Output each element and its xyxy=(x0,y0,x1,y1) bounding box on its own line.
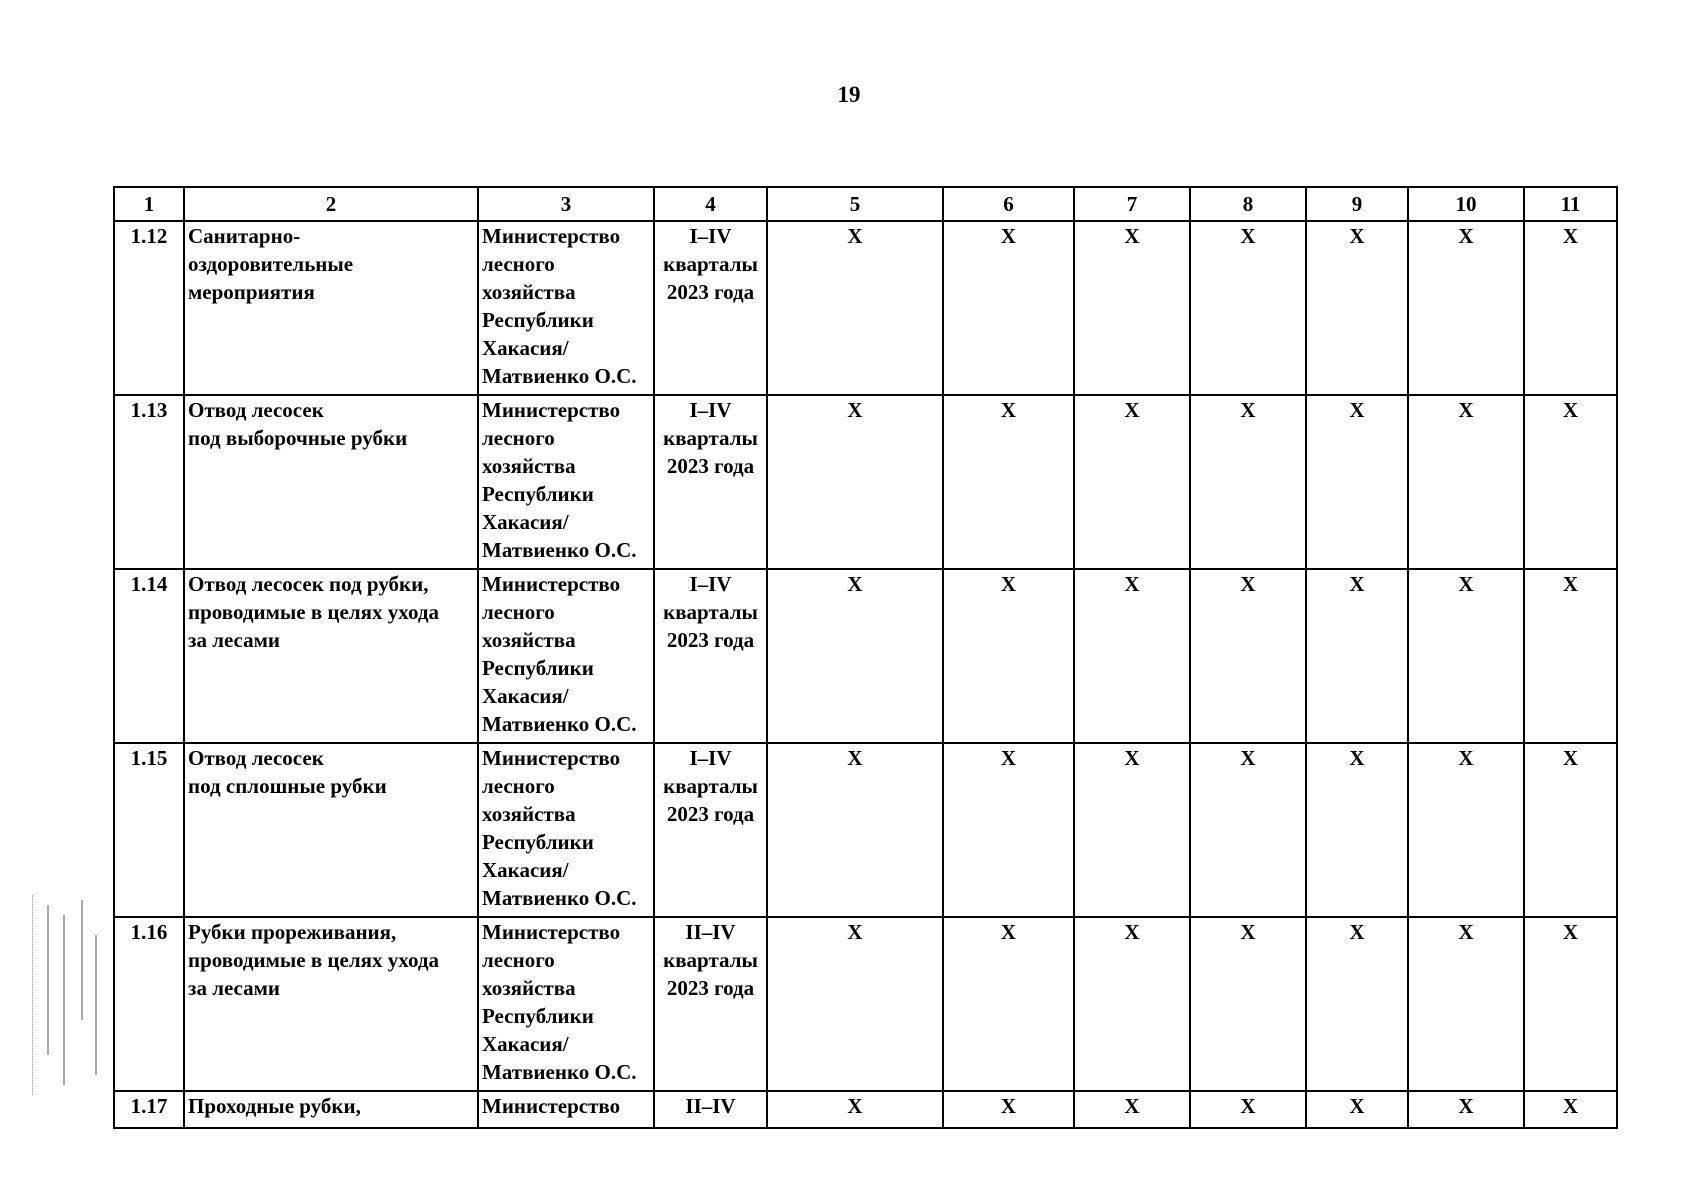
header-cell: 3 xyxy=(478,187,654,221)
mark-cell-line: X xyxy=(847,920,863,944)
executor xyxy=(478,1091,654,1128)
executor-line: Хакасия/ xyxy=(482,1032,569,1056)
header-cell: 7 xyxy=(1074,187,1190,221)
executor-line: Республики xyxy=(482,308,594,332)
mark-cell xyxy=(1306,1091,1408,1128)
activity-name-line: под сплошные рубки xyxy=(188,774,387,798)
mark-cell-line: X xyxy=(1562,224,1579,248)
activity-name-line: Отвод лесосек xyxy=(188,746,324,770)
row-number xyxy=(114,221,184,395)
executor xyxy=(478,569,654,743)
mark-cell xyxy=(1408,1091,1524,1128)
mark-cell xyxy=(943,569,1074,743)
table-row xyxy=(114,221,1617,395)
mark-cell-line: X xyxy=(1349,224,1365,248)
activity-name-line: мероприятия xyxy=(188,280,315,304)
mark-cell-line: X xyxy=(1240,224,1256,248)
row-number xyxy=(114,569,184,743)
mark-cell xyxy=(1190,221,1306,395)
mark-cell xyxy=(1306,917,1408,1091)
mark-cell-line: X xyxy=(847,224,863,248)
activity-name-line: за лесами xyxy=(188,628,281,652)
period-line: I–IV xyxy=(689,398,732,422)
page-number: 19 xyxy=(837,82,861,107)
mark-cell xyxy=(1408,569,1524,743)
mark-cell-line: X xyxy=(1124,920,1140,944)
row-number xyxy=(114,1091,184,1128)
row-number xyxy=(114,395,184,569)
mark-cell xyxy=(767,569,943,743)
mark-cell-line: X xyxy=(1240,398,1256,422)
mark-cell-line: X xyxy=(847,1094,863,1118)
period xyxy=(654,743,767,917)
mark-cell xyxy=(1190,1091,1306,1128)
executor-line: хозяйства xyxy=(482,628,576,652)
mark-cell-line: X xyxy=(1458,1094,1474,1118)
mark-cell-line: X xyxy=(1458,572,1474,596)
period-line: II–IV xyxy=(685,920,736,944)
mark-cell-line: X xyxy=(1349,398,1365,422)
activity-name-line: проводимые в целях ухода xyxy=(188,600,439,624)
executor-line: Матвиенко О.С. xyxy=(482,538,637,562)
header-cell: 9 xyxy=(1306,187,1408,221)
mark-cell-line: X xyxy=(1000,1094,1017,1118)
activity-name xyxy=(184,1091,478,1128)
period-line: I–IV xyxy=(689,572,732,596)
row-number-line: 1.12 xyxy=(130,224,168,248)
mark-cell xyxy=(1074,221,1190,395)
period xyxy=(654,221,767,395)
header-cell: 2 xyxy=(184,187,478,221)
period-line: кварталы xyxy=(663,948,758,972)
mark-cell xyxy=(767,917,943,1091)
mark-cell xyxy=(1524,917,1617,1091)
executor xyxy=(478,743,654,917)
executor-line: Матвиенко О.С. xyxy=(482,886,637,910)
mark-cell-line: X xyxy=(1562,398,1579,422)
mark-cell xyxy=(1190,917,1306,1091)
mark-cell-line: X xyxy=(1000,920,1017,944)
mark-cell xyxy=(1190,569,1306,743)
executor-line: Министерство xyxy=(482,746,621,770)
executor-line: хозяйства xyxy=(482,280,576,304)
header-cell: 6 xyxy=(943,187,1074,221)
period-line: I–IV xyxy=(689,224,732,248)
mark-cell xyxy=(1074,1091,1190,1128)
mark-cell-line: X xyxy=(1124,746,1140,770)
table-body xyxy=(114,221,1617,1128)
row-number-line: 1.15 xyxy=(130,746,168,770)
period xyxy=(654,917,767,1091)
mark-cell xyxy=(1306,395,1408,569)
mark-cell xyxy=(1524,1091,1617,1128)
mark-cell-line: X xyxy=(1000,746,1017,770)
period-line: кварталы xyxy=(663,252,758,276)
header-cell: 5 xyxy=(767,187,943,221)
period-line: кварталы xyxy=(663,426,758,450)
header-cell: 1 xyxy=(114,187,184,221)
executor-line: Министерство xyxy=(482,398,621,422)
mark-cell-line: X xyxy=(1240,1094,1256,1118)
period-line: 2023 года xyxy=(666,628,755,652)
mark-cell xyxy=(943,1091,1074,1128)
mark-cell xyxy=(1524,395,1617,569)
header-cell: 4 xyxy=(654,187,767,221)
mark-cell xyxy=(1524,569,1617,743)
mark-cell xyxy=(767,743,943,917)
executor-line: Министерство xyxy=(482,572,621,596)
mark-cell-line: X xyxy=(847,572,863,596)
header-cell: 10 xyxy=(1408,187,1524,221)
executor-line: Матвиенко О.С. xyxy=(482,712,637,736)
period xyxy=(654,569,767,743)
mark-cell-line: X xyxy=(1562,572,1579,596)
period-line: II–IV xyxy=(685,1094,736,1118)
executor-line: лесного xyxy=(482,948,555,972)
period-line: кварталы xyxy=(663,774,758,798)
mark-cell-line: X xyxy=(1240,920,1256,944)
executor-line: Республики xyxy=(482,482,594,506)
row-number-line: 1.16 xyxy=(130,920,168,944)
mark-cell-line: X xyxy=(1458,224,1474,248)
mark-cell xyxy=(1408,743,1524,917)
row-number xyxy=(114,917,184,1091)
executor-line: Республики xyxy=(482,830,594,854)
activity-name-line: Проходные рубки, xyxy=(188,1094,361,1118)
mark-cell-line: X xyxy=(1349,920,1365,944)
period-line: 2023 года xyxy=(666,802,755,826)
executor xyxy=(478,395,654,569)
period-line: 2023 года xyxy=(666,280,755,304)
executor-line: хозяйства xyxy=(482,976,576,1000)
mark-cell xyxy=(1074,917,1190,1091)
period-line: кварталы xyxy=(663,600,758,624)
mark-cell-line: X xyxy=(1124,572,1140,596)
header-row xyxy=(114,187,1617,221)
executor-line: Хакасия/ xyxy=(482,684,569,708)
mark-cell-line: X xyxy=(1000,224,1017,248)
mark-cell-line: X xyxy=(1562,746,1579,770)
mark-cell-line: X xyxy=(847,398,863,422)
mark-cell-line: X xyxy=(1458,398,1474,422)
header-cell: 11 xyxy=(1524,187,1617,221)
activity-name-line: за лесами xyxy=(188,976,281,1000)
executor-line: лесного xyxy=(482,252,555,276)
mark-cell xyxy=(1190,395,1306,569)
activity-name xyxy=(184,569,478,743)
executor-line: Министерство xyxy=(482,224,621,248)
mark-cell-line: X xyxy=(847,746,863,770)
executor-line: Хакасия/ xyxy=(482,510,569,534)
mark-cell-line: X xyxy=(1562,1094,1579,1118)
mark-cell xyxy=(943,221,1074,395)
mark-cell-line: X xyxy=(1240,572,1256,596)
executor-line: Хакасия/ xyxy=(482,336,569,360)
mark-cell-line: X xyxy=(1240,746,1256,770)
activity-name xyxy=(184,395,478,569)
mark-cell-line: X xyxy=(1349,746,1365,770)
table-row xyxy=(114,569,1617,743)
mark-cell-line: X xyxy=(1349,1094,1365,1118)
mark-cell xyxy=(1408,917,1524,1091)
period-line: I–IV xyxy=(689,746,732,770)
header-cell: 8 xyxy=(1190,187,1306,221)
activity-name xyxy=(184,917,478,1091)
side-stamp xyxy=(32,895,113,1095)
executor xyxy=(478,221,654,395)
mark-cell xyxy=(1408,395,1524,569)
executor xyxy=(478,917,654,1091)
executor-line: Республики xyxy=(482,656,594,680)
activity-name xyxy=(184,221,478,395)
mark-cell-line: X xyxy=(1458,746,1474,770)
period-line: 2023 года xyxy=(666,976,755,1000)
activity-name-line: проводимые в целях ухода xyxy=(188,948,439,972)
mark-cell xyxy=(1408,221,1524,395)
mark-cell xyxy=(943,917,1074,1091)
executor-line: Хакасия/ xyxy=(482,858,569,882)
mark-cell xyxy=(1524,221,1617,395)
mark-cell xyxy=(943,395,1074,569)
executor-line: лесного xyxy=(482,426,555,450)
table-row xyxy=(114,743,1617,917)
mark-cell xyxy=(1074,743,1190,917)
executor-line: Матвиенко О.С. xyxy=(482,364,637,388)
mark-cell-line: X xyxy=(1000,398,1017,422)
table-row xyxy=(114,1091,1617,1128)
period xyxy=(654,395,767,569)
mark-cell xyxy=(943,743,1074,917)
mark-cell xyxy=(1190,743,1306,917)
executor-line: лесного xyxy=(482,600,555,624)
mark-cell xyxy=(1306,743,1408,917)
executor-line: Матвиенко О.С. xyxy=(482,1060,637,1084)
mark-cell-line: X xyxy=(1124,1094,1140,1118)
table-row xyxy=(114,395,1617,569)
executor-line: хозяйства xyxy=(482,454,576,478)
mark-cell-line: X xyxy=(1562,920,1579,944)
activity-name-line: оздоровительные xyxy=(188,252,354,276)
activity-name-line: Рубки прореживания, xyxy=(188,920,397,944)
mark-cell xyxy=(767,1091,943,1128)
plan-table xyxy=(113,186,1618,1129)
period-line: 2023 года xyxy=(666,454,755,478)
mark-cell-line: X xyxy=(1458,920,1474,944)
mark-cell xyxy=(1074,395,1190,569)
mark-cell-line: X xyxy=(1349,572,1365,596)
row-number-line: 1.17 xyxy=(130,1094,168,1118)
mark-cell xyxy=(1306,221,1408,395)
row-number-line: 1.14 xyxy=(130,572,168,596)
row-number xyxy=(114,743,184,917)
activity-name-line: Санитарно- xyxy=(188,224,301,248)
activity-name xyxy=(184,743,478,917)
period xyxy=(654,1091,767,1128)
row-number-line: 1.13 xyxy=(130,398,168,422)
mark-cell xyxy=(1074,569,1190,743)
executor-line: Министерство xyxy=(482,920,621,944)
mark-cell xyxy=(1524,743,1617,917)
executor-line: хозяйства xyxy=(482,802,576,826)
mark-cell-line: X xyxy=(1124,398,1140,422)
activity-name-line: под выборочные рубки xyxy=(188,426,408,450)
activity-name-line: Отвод лесосек под рубки, xyxy=(188,572,429,596)
mark-cell xyxy=(767,221,943,395)
executor-line: Министерство xyxy=(482,1094,621,1118)
table-row xyxy=(114,917,1617,1091)
executor-line: Республики xyxy=(482,1004,594,1028)
mark-cell-line: X xyxy=(1124,224,1140,248)
mark-cell xyxy=(1306,569,1408,743)
mark-cell xyxy=(767,395,943,569)
activity-name-line: Отвод лесосек xyxy=(188,398,324,422)
mark-cell-line: X xyxy=(1000,572,1017,596)
executor-line: лесного xyxy=(482,774,555,798)
